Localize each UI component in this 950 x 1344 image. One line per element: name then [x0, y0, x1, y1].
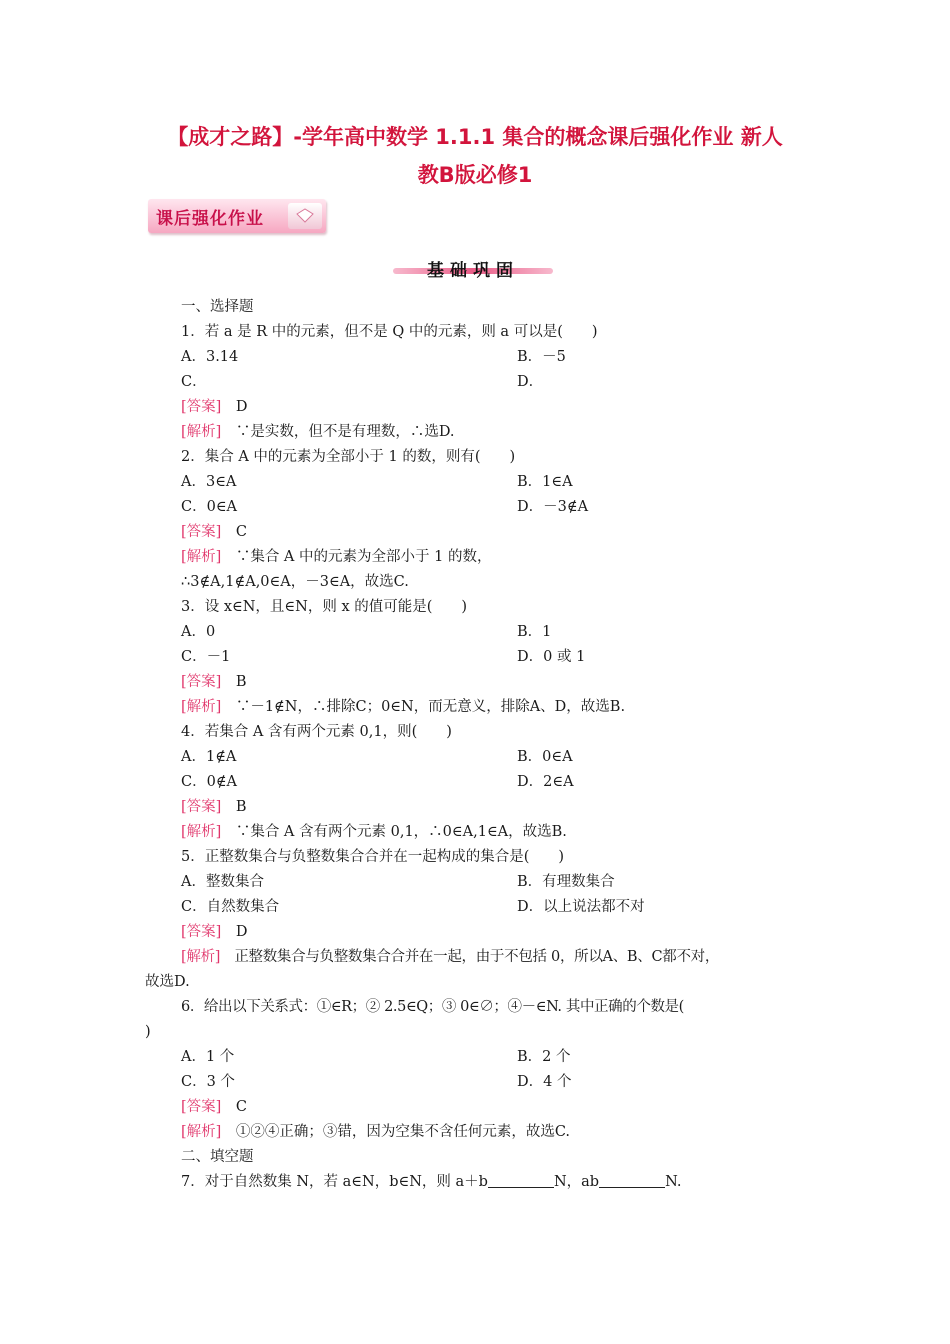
q1-option-c: C． — [181, 374, 207, 390]
q1-analysis — [181, 420, 455, 445]
title-line-1: 【成才之路】-学年高中数学 1.1.1 集合的概念课后强化作业 新人 — [167, 125, 783, 149]
answer-blank-1 — [488, 1171, 554, 1188]
question-6: 6．给出以下关系式：①∈R；② 2.5∈Q；③ 0∈∅；④－∈N. 其中正确的个数是( — [181, 999, 684, 1015]
q7-text-part-1: 7．对于自然数集 N，若 a∈N，b∈N，则 a＋b — [181, 1174, 488, 1190]
q5-option-b: B．有理数集合 — [517, 874, 615, 890]
analysis-text: 正整数集合与负整数集合合并在一起，由于不包括 0，所以A、B、C都不对， — [220, 949, 720, 965]
title-line-2: 教B版必修1 — [417, 163, 533, 187]
q5-analysis-continued: 故选D. — [145, 974, 190, 990]
q2-option-a: A．3∈A — [181, 474, 237, 490]
analysis-text: ①②④正确；③错，因为空集不含任何元素，故选C. — [221, 1124, 571, 1140]
document-title — [120, 118, 830, 194]
analysis-text: ∵集合 A 含有两个元素 0,1，∴0∈A,1∈A，故选B. — [221, 824, 567, 840]
q2-option-d: D．－3∉A — [517, 499, 589, 515]
q5-option-d: D．以上说法都不对 — [517, 899, 645, 915]
q1-option-b: B．－5 — [517, 349, 566, 365]
q1-answer — [181, 395, 247, 420]
analysis-text: ∵是实数，但不是有理数，∴选D. — [221, 424, 455, 440]
answer-tag: [答案] — [181, 799, 222, 815]
analysis-text: ∵－1∉N，∴排除C；0∈N，而无意义，排除A、D，故选B. — [221, 699, 626, 715]
answer-tag: [答案] — [181, 399, 222, 415]
q3-analysis — [181, 695, 625, 720]
question-3: 3．设 x∈N，且∈N，则 x 的值可能是( ) — [181, 599, 468, 615]
q6-option-a: A．1 个 — [181, 1049, 235, 1065]
q7-text-part-2: N，ab — [553, 1174, 600, 1190]
q5-option-a: A．整数集合 — [181, 874, 264, 890]
q5-option-c: C．自然数集合 — [181, 899, 280, 915]
q2-option-b: B．1∈A — [517, 474, 573, 490]
answer-text: D — [221, 924, 248, 940]
analysis-text: ∵集合 A 中的元素为全部小于 1 的数， — [221, 549, 492, 565]
q4-answer — [181, 795, 246, 820]
answer-tag: [答案] — [181, 674, 222, 690]
q3-option-d: D．0 或 1 — [517, 649, 586, 665]
section-label: 基础巩固 — [427, 261, 519, 281]
analysis-tag: [解析] — [181, 949, 221, 965]
q2-option-c: C．0∈A — [181, 499, 238, 515]
q2-analysis-continued: ∴3∉A,1∉A,0∈A，－3∈A，故选C. — [181, 574, 409, 590]
q3-option-c: C．－1 — [181, 649, 231, 665]
q4-option-d: D．2∈A — [517, 774, 574, 790]
q1-option-a: A．3.14 — [181, 349, 239, 365]
q4-option-b: B．0∈A — [517, 749, 573, 765]
analysis-tag: [解析] — [181, 1124, 222, 1140]
answer-text: B — [221, 799, 247, 815]
answer-text: D — [221, 399, 248, 415]
question-4: 4．若集合 A 含有两个元素 0,1，则( ) — [181, 724, 452, 740]
q6-option-d: D．4 个 — [517, 1074, 572, 1090]
answer-blank-2 — [599, 1171, 665, 1188]
heading-fill-in: 二、填空题 — [181, 1149, 254, 1165]
analysis-tag: [解析] — [181, 424, 222, 440]
diamond-icon — [288, 203, 322, 229]
answer-text: B — [221, 674, 247, 690]
q4-option-c: C．0∉A — [181, 774, 238, 790]
q5-analysis — [181, 945, 719, 970]
q4-analysis — [181, 820, 567, 845]
q6-analysis — [181, 1120, 570, 1145]
q3-option-a: A．0 — [181, 624, 216, 640]
heading-choice: 一、选择题 — [181, 299, 254, 315]
q3-option-b: B．1 — [517, 624, 552, 640]
q6-option-b: B．2 个 — [517, 1049, 571, 1065]
answer-tag: [答案] — [181, 524, 222, 540]
q2-answer — [181, 520, 247, 545]
question-5: 5．正整数集合与负整数集合合并在一起构成的集合是( ) — [181, 849, 565, 865]
answer-text: C — [221, 524, 247, 540]
banner-label: 课后强化作业 — [156, 209, 264, 229]
answer-text: C — [221, 1099, 247, 1115]
q5-answer — [181, 920, 247, 945]
q6-option-c: C．3 个 — [181, 1074, 235, 1090]
question-7 — [181, 1170, 681, 1195]
answer-tag: [答案] — [181, 1099, 222, 1115]
q1-option-d: D． — [517, 374, 544, 390]
q6-answer — [181, 1095, 247, 1120]
analysis-tag: [解析] — [181, 824, 222, 840]
answer-tag: [答案] — [181, 924, 222, 940]
q2-analysis — [181, 545, 491, 570]
q3-answer — [181, 670, 246, 695]
after-class-exercise-banner — [148, 199, 326, 233]
q7-text-part-3: N. — [665, 1174, 682, 1190]
question-6-continued: ) — [145, 1024, 151, 1040]
question-1: 1．若 a 是 R 中的元素，但不是 Q 中的元素，则 a 可以是( ) — [181, 324, 598, 340]
analysis-tag: [解析] — [181, 549, 222, 565]
section-header-basic — [393, 256, 553, 284]
q4-option-a: A．1∉A — [181, 749, 237, 765]
analysis-tag: [解析] — [181, 699, 222, 715]
question-2: 2．集合 A 中的元素为全部小于 1 的数，则有( ) — [181, 449, 516, 465]
